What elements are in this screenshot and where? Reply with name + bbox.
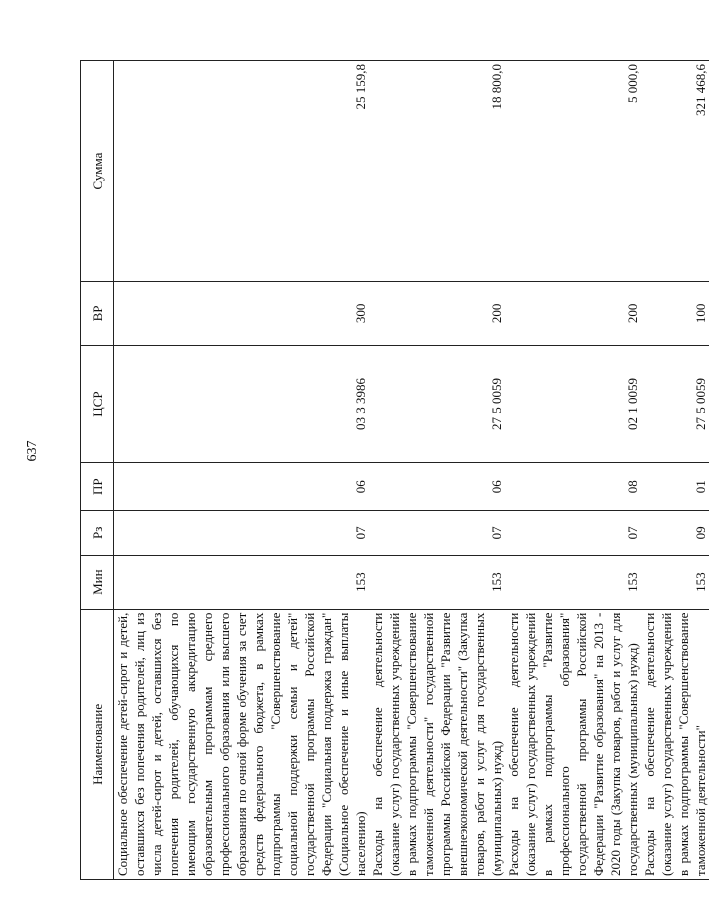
rotated-table-container [80, 60, 708, 880]
row-sum: 18 800,0 [369, 61, 505, 282]
row-name: Расходы на обеспечение деятельности (оказание услуг) государственных учреждений в рамках подпрограммы "Развитие профессионального образования" государственной программы Российской Федерации "Развитие образования" на 2013 - 2020 годы (Закупка товаров, работ и услуг для государственных (муниципальных) нужд) [505, 609, 641, 879]
row-name: Расходы на обеспечение деятельности (оказание услуг) государственных учреждений в рамках подпрограммы "Совершенствование таможенной деятельности" [641, 609, 709, 879]
row-pr: 08 [505, 463, 641, 511]
row-sum: 25 159,8 [114, 61, 370, 282]
row-csr: 02 1 0059 [505, 345, 641, 463]
row-rz: 07 [114, 511, 370, 556]
page-number: 637 [25, 440, 40, 462]
row-sum: 321 468,6 [641, 61, 709, 282]
row-min: 153 [641, 555, 709, 609]
table-row [369, 61, 505, 880]
row-rz: 07 [505, 511, 641, 556]
table-row [114, 61, 370, 880]
table-row [505, 61, 641, 880]
header-min: Мин [81, 555, 114, 609]
row-vr: 100 [641, 282, 709, 346]
header-name: Наименование [81, 609, 114, 879]
table-row [641, 61, 709, 880]
row-csr: 27 5 0059 [369, 345, 505, 463]
row-min: 153 [369, 555, 505, 609]
table-header-row [81, 61, 114, 880]
row-rz: 09 [641, 511, 709, 556]
row-sum: 5 000,0 [505, 61, 641, 282]
row-name: Социальное обеспечение детей-сирот и детей, оставшихся без попечения родителей, лиц из числа детей-сирот и детей, оставшихся без попечения родителей, обучающихся по имеющим государственную аккредитацию образовательным программам среднего профессионального образования или высшего образования по очной форме обучения за счет средств федерального бюджета, в рамках подпрограммы "Совершенствование социальной поддержки семьи и детей" государственной программы Российской Федерации "Социальная поддержка граждан" (Социальное обеспечение и иные выплаты населению) [114, 609, 370, 879]
row-vr: 200 [505, 282, 641, 346]
row-vr: 200 [369, 282, 505, 346]
row-rz: 07 [369, 511, 505, 556]
header-rz: Рз [81, 511, 114, 556]
row-csr: 27 5 0059 [641, 345, 709, 463]
row-name: Расходы на обеспечение деятельности (оказание услуг) государственных учреждений в рамках подпрограммы "Совершенствование таможенной деятельности" государственной программы Российской Федерации "Развитие внешнеэкономической деятельности" (Закупка товаров, работ и услуг для государственных (муниципальных) нужд) [369, 609, 505, 879]
row-csr: 03 3 3986 [114, 345, 370, 463]
budget-table [80, 60, 709, 880]
row-pr: 06 [114, 463, 370, 511]
row-pr: 06 [369, 463, 505, 511]
header-sum: Сумма [81, 61, 114, 282]
row-pr: 01 [641, 463, 709, 511]
row-min: 153 [505, 555, 641, 609]
row-vr: 300 [114, 282, 370, 346]
header-csr: ЦСР [81, 345, 114, 463]
header-vr: ВР [81, 282, 114, 346]
header-pr: ПР [81, 463, 114, 511]
row-min: 153 [114, 555, 370, 609]
